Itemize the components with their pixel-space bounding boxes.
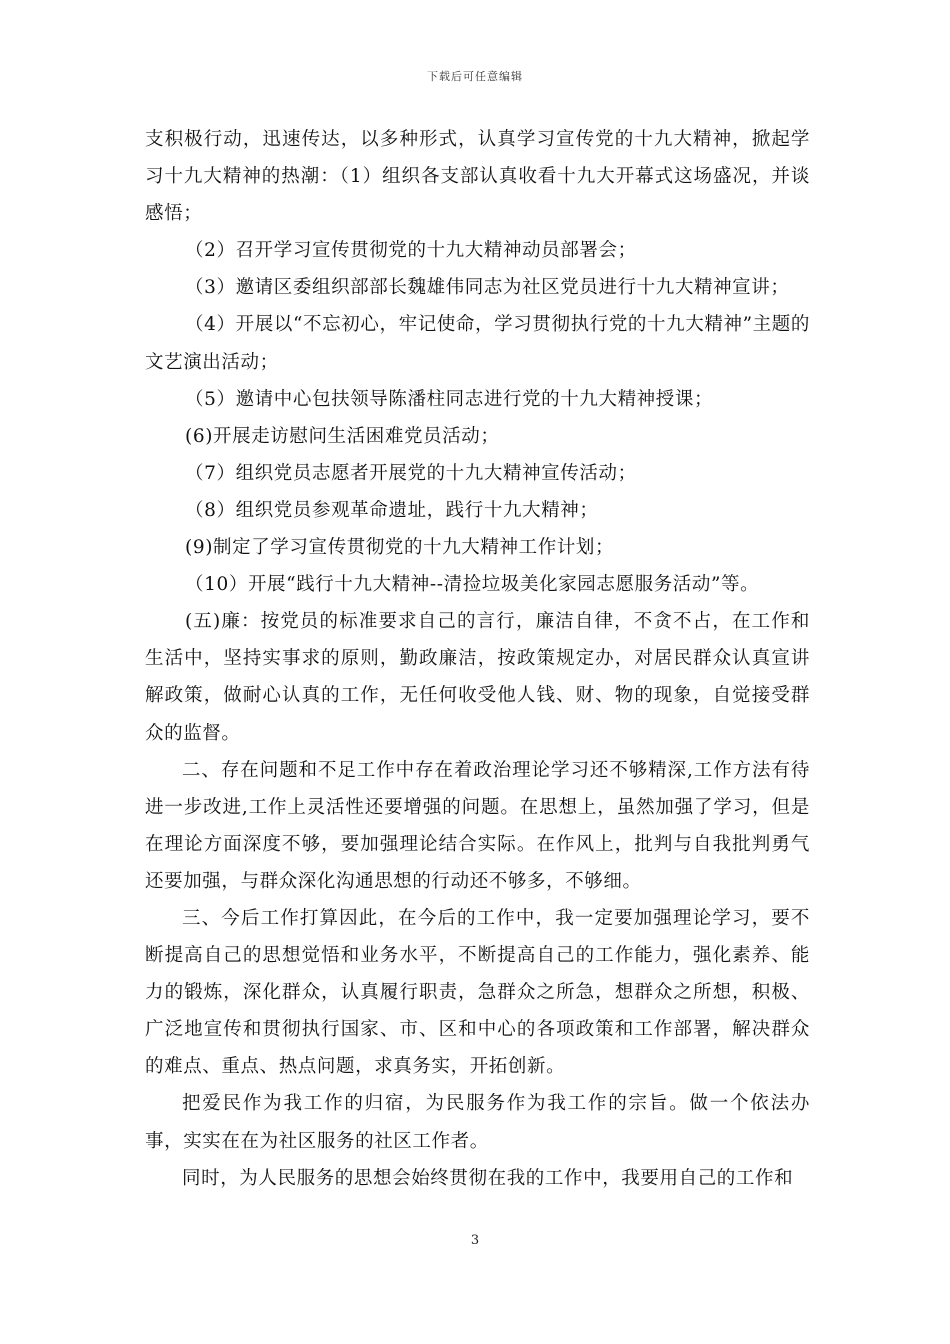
list-item-6: (6)开展走访慰问生活困难党员活动；: [185, 425, 500, 447]
paragraph-continuation: 支积极行动，迅速传达，以多种形式，认真学习宣传党的十九大精神，掀起学习十九大精神的热潮：（1）组织各支部认真收看十九大开幕式这场盛况，并谈感悟；: [145, 129, 810, 225]
paragraph-integrity: (五)廉：按党员的标准要求自己的言行，廉洁自律，不贪不占，在工作和生活中，坚持实事求的原则，勤政廉洁，按政策规定办，对居民群众认真宣讲解政策，做耐心认真的工作，无任何收受他人钱、财、物的现象，自觉接受群众的监督。: [145, 611, 810, 744]
paragraph-closing: 同时，为人民服务的思想会始终贯彻在我的工作中，我要用自己的工作和: [182, 1167, 794, 1189]
paragraph-problems: 二、存在问题和不足工作中存在着政治理论学习还不够精深,工作方法有待进一步改进,工作上灵活性还要增强的问题。在思想上，虽然加强了学习，但是在理论方面深度不够，要加强理论结合实际。在作风上，批判与自我批判勇气还要加强，与群众深化沟通思想的行动还不够多，不够细。: [145, 759, 810, 892]
list-item-3: （3）邀请区委组织部部长魏雄伟同志为社区党员进行十九大精神宣讲；: [185, 277, 790, 299]
page-number: 3: [470, 1233, 480, 1248]
header-note: 下载后可任意编辑: [427, 70, 523, 83]
list-item-4: （4）开展以“不忘初心，牢记使命，学习贯彻执行党的十九大精神”主题的文艺演出活动；: [145, 314, 810, 373]
list-item-7: （7）组织党员志愿者开展党的十九大精神宣传活动；: [185, 462, 637, 484]
paragraph-purpose: 把爱民作为我工作的归宿，为民服务作为我工作的宗旨。做一个依法办事，实实在在为社区服务的社区工作者。: [145, 1093, 810, 1152]
list-item-5: （5）邀请中心包扶领导陈潘柱同志进行党的十九大精神授课；: [185, 388, 714, 410]
list-item-9: (9)制定了学习宣传贯彻党的十九大精神工作计划；: [185, 537, 615, 559]
document-body: [145, 121, 810, 1197]
list-item-2: （2）召开学习宣传贯彻党的十九大精神动员部署会；: [185, 240, 637, 262]
paragraph-plans: 三、今后工作打算因此，在今后的工作中，我一定要加强理论学习，要不断提高自己的思想觉悟和业务水平，不断提高自己的工作能力，强化素养、能力的锻炼，深化群众，认真履行职责，急群众之所急，想群众之所想，积极、广泛地宣传和贯彻执行国家、市、区和中心的各项政策和工作部署，解决群众的难点、重点、热点问题，求真务实，开拓创新。: [145, 907, 810, 1078]
list-item-10: （10）开展“践行十九大精神--清捡垃圾美化家园志愿服务活动”等。: [185, 574, 760, 596]
list-item-8: （8）组织党员参观革命遗址，践行十九大精神；: [185, 499, 599, 521]
